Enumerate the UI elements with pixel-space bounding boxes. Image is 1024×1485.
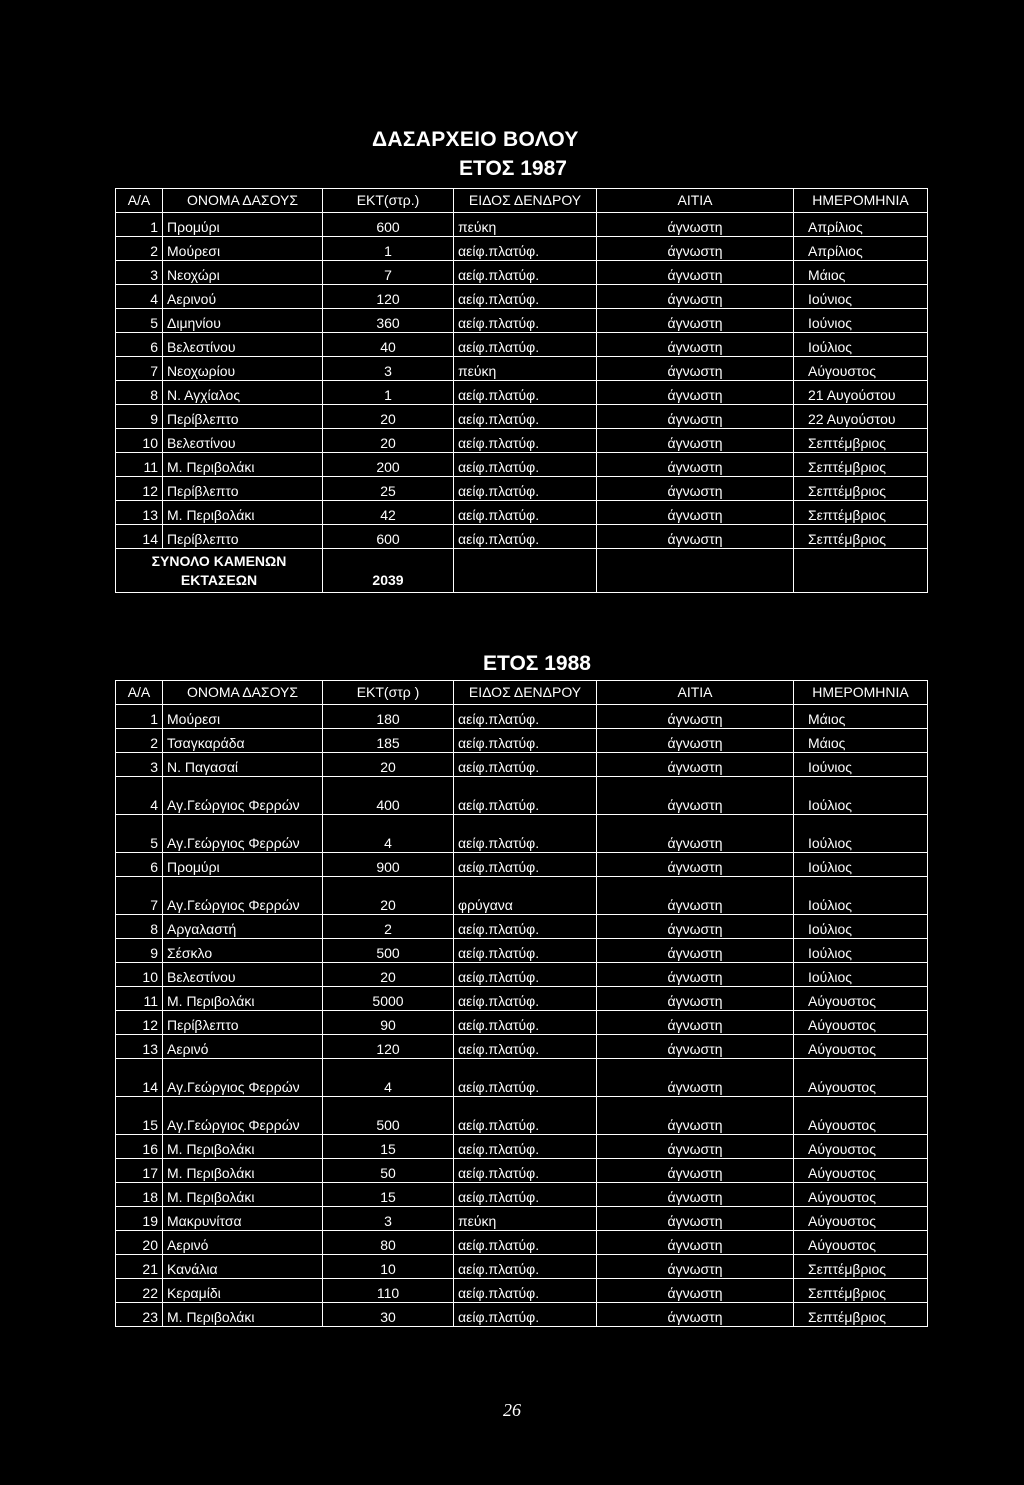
cell-forest-name: Μ. Περιβολάκι bbox=[163, 1303, 323, 1327]
cell-row-index: 23 bbox=[116, 1303, 163, 1327]
cell-date: Απρίλιος bbox=[794, 213, 928, 237]
table-row bbox=[116, 477, 928, 501]
table-row bbox=[116, 1231, 928, 1255]
cell-forest-name: Αγ.Γεώργιος Φερρών bbox=[163, 1059, 323, 1097]
cell-tree-type: πεύκη bbox=[454, 357, 597, 381]
cell-date: Ιούλιος bbox=[794, 815, 928, 853]
cell-date: Μάιος bbox=[794, 729, 928, 753]
cell-tree-type: αείφ.πλατύφ. bbox=[454, 525, 597, 549]
header-forest-name: ΟΝΟΜΑ ΔΑΣΟΥΣ bbox=[163, 681, 323, 705]
header-row bbox=[116, 189, 928, 213]
cell-tree-type: αείφ.πλατύφ. bbox=[454, 1279, 597, 1303]
table-row bbox=[116, 453, 928, 477]
empty-cell bbox=[454, 549, 597, 593]
cell-date: Απρίλιος bbox=[794, 237, 928, 261]
cell-row-index: 2 bbox=[116, 729, 163, 753]
cell-forest-name: Μούρεσι bbox=[163, 705, 323, 729]
cell-forest-name: Νεοχωρίου bbox=[163, 357, 323, 381]
cell-forest-name: Αερινό bbox=[163, 1035, 323, 1059]
table-row bbox=[116, 753, 928, 777]
table-row bbox=[116, 213, 928, 237]
cell-cause: άγνωστη bbox=[597, 1159, 794, 1183]
cell-tree-type: αείφ.πλατύφ. bbox=[454, 1255, 597, 1279]
cell-row-index: 10 bbox=[116, 429, 163, 453]
cell-area: 40 bbox=[323, 333, 454, 357]
cell-cause: άγνωστη bbox=[597, 815, 794, 853]
cell-area: 20 bbox=[323, 405, 454, 429]
cell-tree-type: αείφ.πλατύφ. bbox=[454, 1097, 597, 1135]
cell-row-index: 16 bbox=[116, 1135, 163, 1159]
cell-area: 500 bbox=[323, 1097, 454, 1135]
cell-area: 30 bbox=[323, 1303, 454, 1327]
cell-row-index: 10 bbox=[116, 963, 163, 987]
table-row bbox=[116, 729, 928, 753]
cell-cause: άγνωστη bbox=[597, 1035, 794, 1059]
cell-area: 80 bbox=[323, 1231, 454, 1255]
cell-area: 360 bbox=[323, 309, 454, 333]
cell-area: 4 bbox=[323, 1059, 454, 1097]
cell-forest-name: Προμύρι bbox=[163, 853, 323, 877]
cell-row-index: 14 bbox=[116, 525, 163, 549]
header-tree-type: ΕΙΔΟΣ ΔΕΝΔΡΟΥ bbox=[454, 681, 597, 705]
table-row bbox=[116, 309, 928, 333]
cell-area: 120 bbox=[323, 1035, 454, 1059]
cell-tree-type: αείφ.πλατύφ. bbox=[454, 939, 597, 963]
cell-cause: άγνωστη bbox=[597, 285, 794, 309]
cell-date: Μάιος bbox=[794, 261, 928, 285]
cell-area: 900 bbox=[323, 853, 454, 877]
cell-cause: άγνωστη bbox=[597, 525, 794, 549]
cell-cause: άγνωστη bbox=[597, 705, 794, 729]
table-row bbox=[116, 333, 928, 357]
table-row bbox=[116, 853, 928, 877]
cell-cause: άγνωστη bbox=[597, 333, 794, 357]
table-row bbox=[116, 261, 928, 285]
cell-tree-type: αείφ.πλατύφ. bbox=[454, 1135, 597, 1159]
cell-date: Αύγουστος bbox=[794, 1207, 928, 1231]
table-row bbox=[116, 1097, 928, 1135]
cell-forest-name: Σέσκλο bbox=[163, 939, 323, 963]
cell-area: 4 bbox=[323, 815, 454, 853]
cell-row-index: 9 bbox=[116, 405, 163, 429]
cell-area: 600 bbox=[323, 525, 454, 549]
cell-forest-name: Κεραμίδι bbox=[163, 1279, 323, 1303]
cell-area: 3 bbox=[323, 1207, 454, 1231]
cell-forest-name: Αερινού bbox=[163, 285, 323, 309]
cell-area: 3 bbox=[323, 357, 454, 381]
cell-date: Ιούλιος bbox=[794, 333, 928, 357]
cell-row-index: 14 bbox=[116, 1059, 163, 1097]
cell-row-index: 5 bbox=[116, 309, 163, 333]
cell-row-index: 3 bbox=[116, 261, 163, 285]
cell-forest-name: Αργαλαστή bbox=[163, 915, 323, 939]
cell-cause: άγνωστη bbox=[597, 1231, 794, 1255]
cell-tree-type: αείφ.πλατύφ. bbox=[454, 477, 597, 501]
cell-date: Σεπτέμβριος bbox=[794, 501, 928, 525]
cell-row-index: 1 bbox=[116, 213, 163, 237]
cell-tree-type: αείφ.πλατύφ. bbox=[454, 853, 597, 877]
cell-tree-type: αείφ.πλατύφ. bbox=[454, 729, 597, 753]
cell-area: 50 bbox=[323, 1159, 454, 1183]
cell-row-index: 1 bbox=[116, 705, 163, 729]
cell-area: 110 bbox=[323, 1279, 454, 1303]
fires-table-1987-body bbox=[116, 189, 928, 593]
cell-date: Αύγουστος bbox=[794, 1231, 928, 1255]
cell-date: Σεπτέμβριος bbox=[794, 1279, 928, 1303]
cell-row-index: 19 bbox=[116, 1207, 163, 1231]
cell-forest-name: Κανάλια bbox=[163, 1255, 323, 1279]
table-row bbox=[116, 1303, 928, 1327]
cell-area: 15 bbox=[323, 1183, 454, 1207]
cell-cause: άγνωστη bbox=[597, 777, 794, 815]
cell-forest-name: Βελεστίνου bbox=[163, 333, 323, 357]
cell-date: Αύγουστος bbox=[794, 357, 928, 381]
cell-cause: άγνωστη bbox=[597, 213, 794, 237]
cell-row-index: 20 bbox=[116, 1231, 163, 1255]
cell-tree-type: πεύκη bbox=[454, 1207, 597, 1231]
cell-row-index: 21 bbox=[116, 1255, 163, 1279]
cell-tree-type: φρύγανα bbox=[454, 877, 597, 915]
table-row bbox=[116, 285, 928, 309]
cell-date: Ιούλιος bbox=[794, 853, 928, 877]
cell-cause: άγνωστη bbox=[597, 1135, 794, 1159]
table-row bbox=[116, 777, 928, 815]
cell-forest-name: Βελεστίνου bbox=[163, 429, 323, 453]
table-row bbox=[116, 1279, 928, 1303]
table-row bbox=[116, 1135, 928, 1159]
cell-forest-name: Μ. Περιβολάκι bbox=[163, 453, 323, 477]
table-row bbox=[116, 405, 928, 429]
cell-cause: άγνωστη bbox=[597, 477, 794, 501]
cell-forest-name: Περίβλεπτο bbox=[163, 405, 323, 429]
cell-row-index: 15 bbox=[116, 1097, 163, 1135]
cell-forest-name: Μ. Περιβολάκι bbox=[163, 1183, 323, 1207]
cell-row-index: 2 bbox=[116, 237, 163, 261]
page-title: ΔΑΣΑΡΧΕΙΟ ΒΟΛΟΥ bbox=[372, 128, 579, 151]
cell-forest-name: Αγ.Γεώργιος Φερρών bbox=[163, 1097, 323, 1135]
empty-cell bbox=[597, 549, 794, 593]
cell-area: 42 bbox=[323, 501, 454, 525]
cell-forest-name: Νεοχώρι bbox=[163, 261, 323, 285]
cell-tree-type: αείφ.πλατύφ. bbox=[454, 963, 597, 987]
year-1987-heading: ΕΤΟΣ 1987 bbox=[459, 157, 567, 180]
header-cause: ΑΙΤΙΑ bbox=[597, 189, 794, 213]
total-label: ΣΥΝΟΛΟ ΚΑΜΕΝΩΝ ΕΚΤΑΣΕΩΝ bbox=[116, 549, 323, 593]
cell-area: 500 bbox=[323, 939, 454, 963]
cell-forest-name: Τσαγκαράδα bbox=[163, 729, 323, 753]
table-row bbox=[116, 1255, 928, 1279]
cell-tree-type: αείφ.πλατύφ. bbox=[454, 1183, 597, 1207]
cell-area: 20 bbox=[323, 429, 454, 453]
table-row bbox=[116, 987, 928, 1011]
cell-tree-type: αείφ.πλατύφ. bbox=[454, 753, 597, 777]
cell-area: 7 bbox=[323, 261, 454, 285]
cell-date: Σεπτέμβριος bbox=[794, 1255, 928, 1279]
cell-cause: άγνωστη bbox=[597, 237, 794, 261]
cell-cause: άγνωστη bbox=[597, 261, 794, 285]
cell-date: Αύγουστος bbox=[794, 1035, 928, 1059]
table-row bbox=[116, 1059, 928, 1097]
cell-row-index: 17 bbox=[116, 1159, 163, 1183]
cell-cause: άγνωστη bbox=[597, 853, 794, 877]
cell-date: Σεπτέμβριος bbox=[794, 525, 928, 549]
cell-row-index: 5 bbox=[116, 815, 163, 853]
cell-area: 25 bbox=[323, 477, 454, 501]
cell-area: 185 bbox=[323, 729, 454, 753]
table-row bbox=[116, 237, 928, 261]
cell-date: Ιούνιος bbox=[794, 753, 928, 777]
cell-tree-type: αείφ.πλατύφ. bbox=[454, 705, 597, 729]
cell-cause: άγνωστη bbox=[597, 1183, 794, 1207]
header-date: ΗΜΕΡΟΜΗΝΙΑ bbox=[794, 681, 928, 705]
cell-row-index: 9 bbox=[116, 939, 163, 963]
cell-cause: άγνωστη bbox=[597, 729, 794, 753]
cell-cause: άγνωστη bbox=[597, 405, 794, 429]
cell-date: Ιούλιος bbox=[794, 939, 928, 963]
cell-tree-type: αείφ.πλατύφ. bbox=[454, 453, 597, 477]
cell-cause: άγνωστη bbox=[597, 915, 794, 939]
cell-row-index: 3 bbox=[116, 753, 163, 777]
cell-date: Αύγουστος bbox=[794, 1097, 928, 1135]
cell-forest-name: Αερινό bbox=[163, 1231, 323, 1255]
table-row bbox=[116, 915, 928, 939]
cell-tree-type: αείφ.πλατύφ. bbox=[454, 915, 597, 939]
cell-forest-name: Περίβλεπτο bbox=[163, 1011, 323, 1035]
cell-tree-type: αείφ.πλατύφ. bbox=[454, 777, 597, 815]
table-row bbox=[116, 1035, 928, 1059]
cell-forest-name: Περίβλεπτο bbox=[163, 477, 323, 501]
cell-area: 180 bbox=[323, 705, 454, 729]
cell-forest-name: Μακρυνίτσα bbox=[163, 1207, 323, 1231]
cell-area: 20 bbox=[323, 753, 454, 777]
cell-row-index: 7 bbox=[116, 877, 163, 915]
cell-date: Αύγουστος bbox=[794, 1059, 928, 1097]
cell-cause: άγνωστη bbox=[597, 1255, 794, 1279]
cell-row-index: 13 bbox=[116, 1035, 163, 1059]
cell-cause: άγνωστη bbox=[597, 381, 794, 405]
cell-forest-name: Αγ.Γεώργιος Φερρών bbox=[163, 815, 323, 853]
cell-row-index: 6 bbox=[116, 853, 163, 877]
cell-date: Ιούλιος bbox=[794, 777, 928, 815]
cell-row-index: 8 bbox=[116, 915, 163, 939]
cell-tree-type: αείφ.πλατύφ. bbox=[454, 1059, 597, 1097]
table-row bbox=[116, 939, 928, 963]
cell-tree-type: αείφ.πλατύφ. bbox=[454, 1303, 597, 1327]
table-row bbox=[116, 963, 928, 987]
fires-table-1988-body bbox=[116, 681, 928, 1327]
cell-row-index: 4 bbox=[116, 777, 163, 815]
cell-forest-name: Μ. Περιβολάκι bbox=[163, 1135, 323, 1159]
cell-tree-type: αείφ.πλατύφ. bbox=[454, 237, 597, 261]
fires-table-1987 bbox=[115, 188, 928, 593]
cell-cause: άγνωστη bbox=[597, 1059, 794, 1097]
cell-forest-name: Ν. Παγασαί bbox=[163, 753, 323, 777]
header-area: ΕΚΤ(στρ ) bbox=[323, 681, 454, 705]
cell-tree-type: αείφ.πλατύφ. bbox=[454, 815, 597, 853]
cell-date: Αύγουστος bbox=[794, 1159, 928, 1183]
cell-area: 1 bbox=[323, 381, 454, 405]
cell-tree-type: αείφ.πλατύφ. bbox=[454, 429, 597, 453]
cell-row-index: 18 bbox=[116, 1183, 163, 1207]
table-row bbox=[116, 501, 928, 525]
year-1988-heading: ΕΤΟΣ 1988 bbox=[483, 652, 591, 675]
table-row bbox=[116, 877, 928, 915]
header-row-index: Α/Α bbox=[116, 681, 163, 705]
cell-date: Σεπτέμβριος bbox=[794, 429, 928, 453]
cell-tree-type: αείφ.πλατύφ. bbox=[454, 501, 597, 525]
cell-cause: άγνωστη bbox=[597, 1207, 794, 1231]
cell-forest-name: Αγ.Γεώργιος Φερρών bbox=[163, 877, 323, 915]
cell-row-index: 4 bbox=[116, 285, 163, 309]
cell-area: 5000 bbox=[323, 987, 454, 1011]
header-row-index: Α/Α bbox=[116, 189, 163, 213]
cell-forest-name: Προμύρι bbox=[163, 213, 323, 237]
cell-area: 10 bbox=[323, 1255, 454, 1279]
cell-date: Αύγουστος bbox=[794, 1011, 928, 1035]
cell-cause: άγνωστη bbox=[597, 429, 794, 453]
cell-tree-type: αείφ.πλατύφ. bbox=[454, 405, 597, 429]
cell-area: 600 bbox=[323, 213, 454, 237]
cell-tree-type: αείφ.πλατύφ. bbox=[454, 1159, 597, 1183]
cell-row-index: 8 bbox=[116, 381, 163, 405]
cell-date: Ιούλιος bbox=[794, 963, 928, 987]
cell-row-index: 11 bbox=[116, 987, 163, 1011]
cell-row-index: 7 bbox=[116, 357, 163, 381]
cell-forest-name: Μ. Περιβολάκι bbox=[163, 1159, 323, 1183]
cell-forest-name: Μούρεσι bbox=[163, 237, 323, 261]
cell-date: 21 Αυγούστου bbox=[794, 381, 928, 405]
cell-cause: άγνωστη bbox=[597, 1279, 794, 1303]
cell-date: Αύγουστος bbox=[794, 1183, 928, 1207]
cell-area: 1 bbox=[323, 237, 454, 261]
table-row bbox=[116, 429, 928, 453]
cell-cause: άγνωστη bbox=[597, 939, 794, 963]
table-row bbox=[116, 381, 928, 405]
cell-date: Ιούνιος bbox=[794, 309, 928, 333]
header-date: ΗΜΕΡΟΜΗΝΙΑ bbox=[794, 189, 928, 213]
header-area: ΕΚΤ(στρ.) bbox=[323, 189, 454, 213]
cell-date: Ιούνιος bbox=[794, 285, 928, 309]
cell-cause: άγνωστη bbox=[597, 987, 794, 1011]
cell-tree-type: αείφ.πλατύφ. bbox=[454, 1231, 597, 1255]
empty-cell bbox=[794, 549, 928, 593]
cell-area: 20 bbox=[323, 877, 454, 915]
cell-forest-name: Μ. Περιβολάκι bbox=[163, 987, 323, 1011]
cell-cause: άγνωστη bbox=[597, 1011, 794, 1035]
page-number: 26 bbox=[503, 1400, 521, 1420]
cell-date: 22 Αυγούστου bbox=[794, 405, 928, 429]
fires-table-1988 bbox=[115, 680, 928, 1327]
cell-row-index: 6 bbox=[116, 333, 163, 357]
table-row bbox=[116, 1011, 928, 1035]
cell-area: 400 bbox=[323, 777, 454, 815]
cell-tree-type: αείφ.πλατύφ. bbox=[454, 1035, 597, 1059]
cell-cause: άγνωστη bbox=[597, 963, 794, 987]
cell-cause: άγνωστη bbox=[597, 753, 794, 777]
cell-date: Σεπτέμβριος bbox=[794, 477, 928, 501]
table-row bbox=[116, 357, 928, 381]
cell-row-index: 22 bbox=[116, 1279, 163, 1303]
cell-tree-type: αείφ.πλατύφ. bbox=[454, 987, 597, 1011]
cell-date: Ιούλιος bbox=[794, 877, 928, 915]
cell-cause: άγνωστη bbox=[597, 1303, 794, 1327]
cell-tree-type: αείφ.πλατύφ. bbox=[454, 285, 597, 309]
cell-row-index: 13 bbox=[116, 501, 163, 525]
cell-cause: άγνωστη bbox=[597, 357, 794, 381]
cell-forest-name: Περίβλεπτο bbox=[163, 525, 323, 549]
cell-forest-name: Ν. Αγχίαλος bbox=[163, 381, 323, 405]
cell-forest-name: Βελεστίνου bbox=[163, 963, 323, 987]
cell-tree-type: αείφ.πλατύφ. bbox=[454, 1011, 597, 1035]
cell-row-index: 11 bbox=[116, 453, 163, 477]
cell-date: Σεπτέμβριος bbox=[794, 453, 928, 477]
cell-area: 20 bbox=[323, 963, 454, 987]
cell-area: 120 bbox=[323, 285, 454, 309]
cell-tree-type: αείφ.πλατύφ. bbox=[454, 381, 597, 405]
cell-date: Αύγουστος bbox=[794, 987, 928, 1011]
header-forest-name: ΟΝΟΜΑ ΔΑΣΟΥΣ bbox=[163, 189, 323, 213]
cell-cause: άγνωστη bbox=[597, 309, 794, 333]
table-row bbox=[116, 1159, 928, 1183]
cell-date: Ιούλιος bbox=[794, 915, 928, 939]
cell-cause: άγνωστη bbox=[597, 501, 794, 525]
cell-forest-name: Διμηνίου bbox=[163, 309, 323, 333]
cell-area: 90 bbox=[323, 1011, 454, 1035]
table-row bbox=[116, 525, 928, 549]
table-row bbox=[116, 815, 928, 853]
cell-date: Σεπτέμβριος bbox=[794, 1303, 928, 1327]
header-tree-type: ΕΙΔΟΣ ΔΕΝΔΡΟΥ bbox=[454, 189, 597, 213]
cell-row-index: 12 bbox=[116, 477, 163, 501]
cell-area: 2 bbox=[323, 915, 454, 939]
total-value: 2039 bbox=[323, 549, 454, 593]
table-row bbox=[116, 1183, 928, 1207]
cell-date: Μάιος bbox=[794, 705, 928, 729]
cell-tree-type: αείφ.πλατύφ. bbox=[454, 333, 597, 357]
cell-area: 15 bbox=[323, 1135, 454, 1159]
cell-tree-type: αείφ.πλατύφ. bbox=[454, 309, 597, 333]
cell-cause: άγνωστη bbox=[597, 453, 794, 477]
total-row bbox=[116, 549, 928, 593]
header-cause: ΑΙΤΙΑ bbox=[597, 681, 794, 705]
cell-forest-name: Αγ.Γεώργιος Φερρών bbox=[163, 777, 323, 815]
cell-tree-type: αείφ.πλατύφ. bbox=[454, 261, 597, 285]
cell-date: Αύγουστος bbox=[794, 1135, 928, 1159]
cell-row-index: 12 bbox=[116, 1011, 163, 1035]
table-row bbox=[116, 705, 928, 729]
cell-cause: άγνωστη bbox=[597, 877, 794, 915]
cell-cause: άγνωστη bbox=[597, 1097, 794, 1135]
cell-forest-name: Μ. Περιβολάκι bbox=[163, 501, 323, 525]
cell-tree-type: πεύκη bbox=[454, 213, 597, 237]
table-row bbox=[116, 1207, 928, 1231]
header-row bbox=[116, 681, 928, 705]
cell-area: 200 bbox=[323, 453, 454, 477]
